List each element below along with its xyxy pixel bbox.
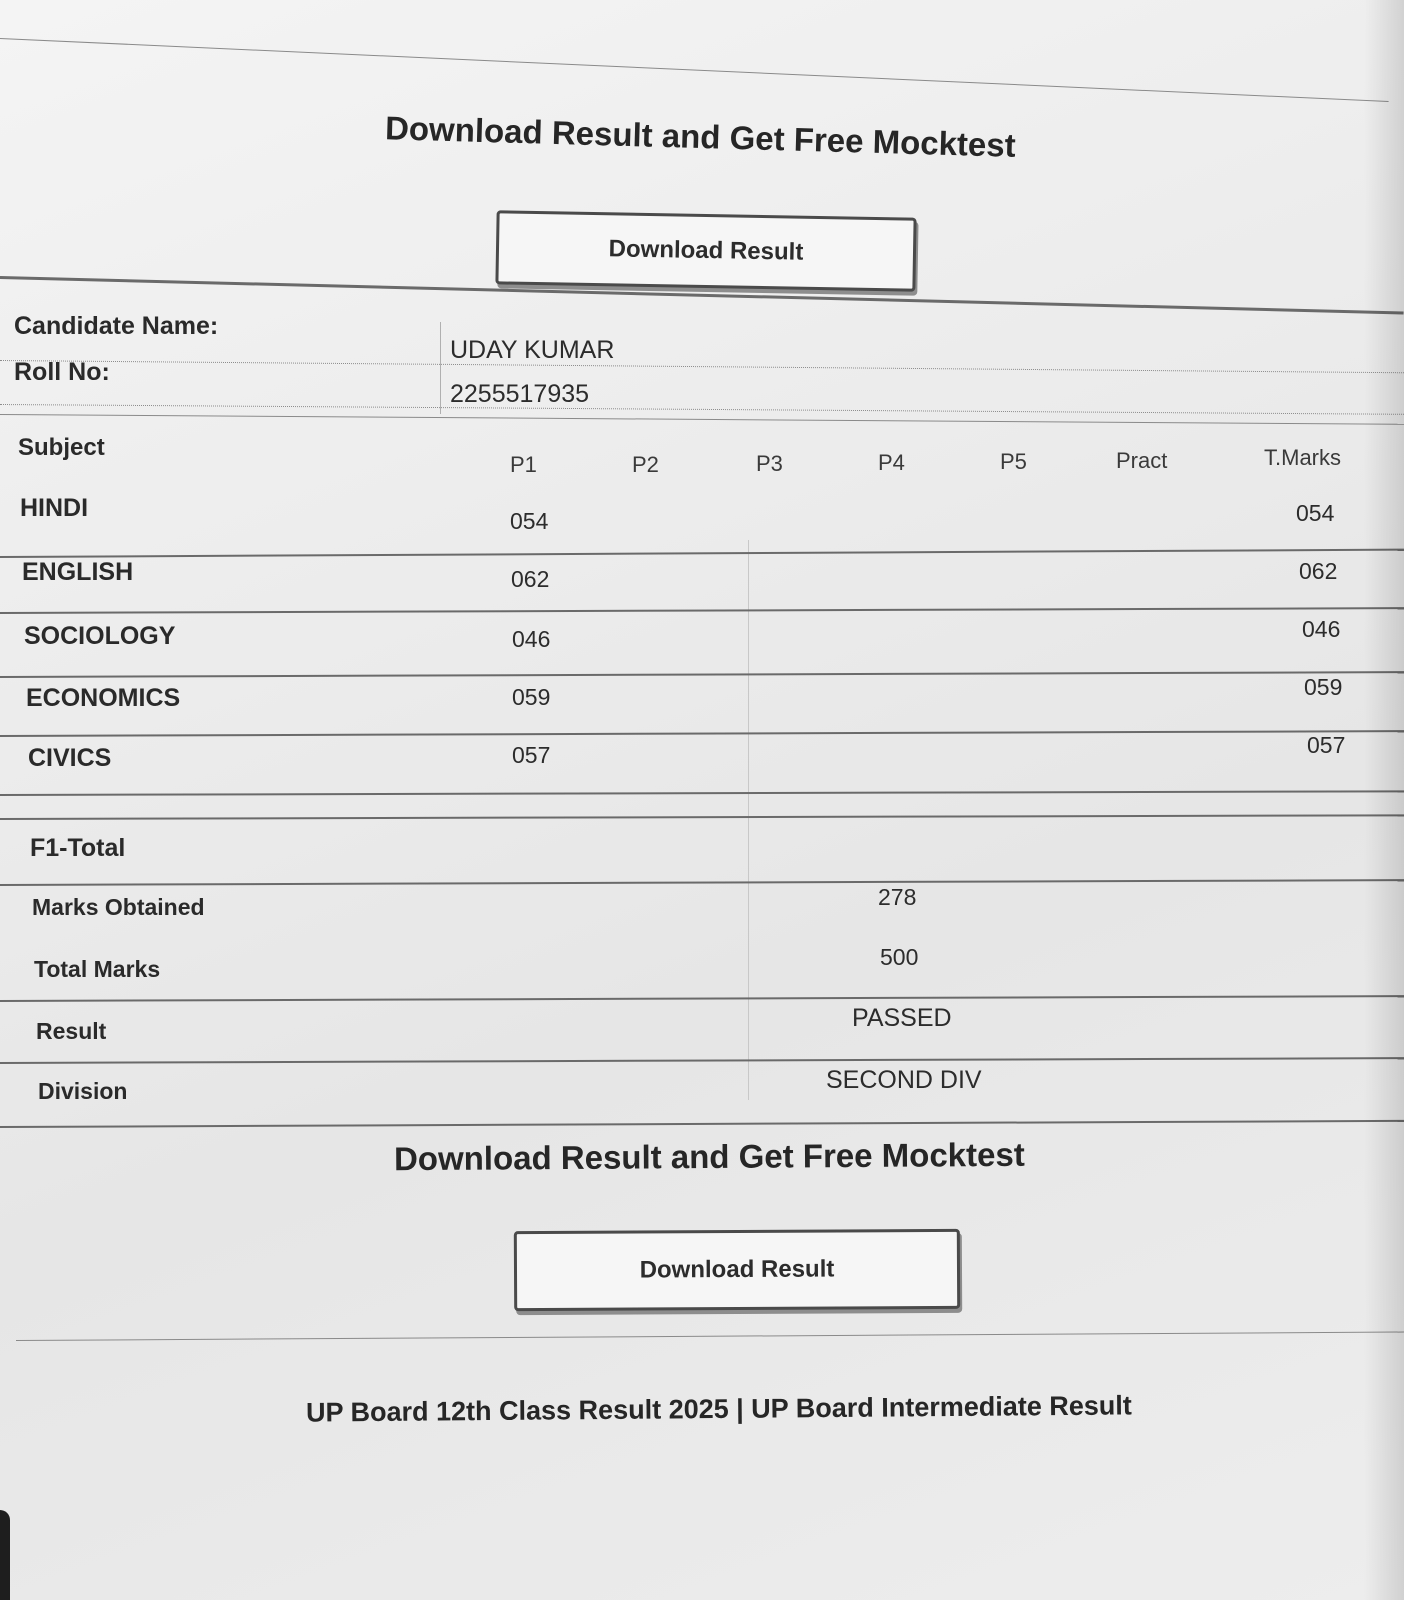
- f1-total-label: F1-Total: [30, 834, 126, 862]
- candidate-divider-line: [0, 360, 1404, 373]
- summary-row-line: [0, 879, 1404, 886]
- top-border-line: [0, 38, 1389, 102]
- page-shadow: [1364, 0, 1404, 1600]
- download-result-button-bottom[interactable]: Download Result: [514, 1229, 960, 1311]
- column-header-pract: Pract: [1116, 448, 1168, 473]
- table-row-line: [0, 730, 1404, 737]
- column-header-p5: P5: [1000, 449, 1027, 474]
- total-marks-value: 500: [880, 944, 919, 970]
- table-row-line: [0, 607, 1404, 614]
- candidate-name-label: Candidate Name:: [14, 312, 219, 340]
- subject-total-marks: 054: [1296, 500, 1335, 526]
- footer-title: UP Board 12th Class Result 2025 | UP Board Intermediate Result: [305, 1390, 1132, 1428]
- subject-p1-marks: 054: [510, 508, 549, 534]
- column-header-p3: P3: [756, 451, 783, 476]
- candidate-box-bottom-border: [0, 414, 1404, 425]
- subject-p1-marks: 062: [511, 566, 550, 592]
- result-label: Result: [36, 1018, 107, 1044]
- subject-total-marks: 057: [1307, 732, 1346, 758]
- subject-name: HINDI: [20, 494, 89, 522]
- subject-total-marks: 046: [1302, 616, 1341, 642]
- page-corner-shadow: [0, 1510, 10, 1600]
- result-value: PASSED: [852, 1004, 952, 1032]
- bottom-heading: Download Result and Get Free Mocktest: [393, 1135, 1025, 1178]
- summary-row-line: [0, 1057, 1404, 1064]
- candidate-column-divider: [440, 322, 441, 414]
- subject-p1-marks: 057: [512, 742, 551, 768]
- column-header-p1: P1: [510, 452, 537, 477]
- summary-row-line: [0, 995, 1404, 1002]
- footer-divider-line: [16, 1332, 1404, 1341]
- subject-p1-marks: 046: [512, 626, 551, 652]
- marks-obtained-label: Marks Obtained: [32, 894, 205, 920]
- candidate-name-value: UDAY KUMAR: [450, 336, 615, 364]
- column-header-p4: P4: [878, 450, 905, 475]
- table-row-line: [0, 671, 1404, 678]
- division-value: SECOND DIV: [826, 1066, 982, 1094]
- subject-total-marks: 062: [1299, 558, 1338, 584]
- table-row-line: [0, 814, 1404, 820]
- total-marks-label: Total Marks: [34, 956, 161, 982]
- candidate-box-bottom-line: [0, 404, 1404, 415]
- download-result-button-top[interactable]: Download Result: [495, 210, 916, 291]
- table-center-divider: [748, 540, 749, 1100]
- table-row-line: [0, 790, 1404, 796]
- subject-p1-marks: 059: [512, 684, 551, 710]
- column-header-total: T.Marks: [1264, 445, 1341, 470]
- subject-name: CIVICS: [28, 744, 112, 772]
- roll-no-value: 2255517935: [450, 380, 590, 408]
- roll-no-label: Roll No:: [14, 358, 110, 386]
- subject-name: ENGLISH: [22, 558, 134, 586]
- subject-name: SOCIOLOGY: [24, 622, 176, 650]
- summary-bottom-border: [0, 1120, 1404, 1128]
- top-heading: Download Result and Get Free Mocktest: [384, 109, 1017, 164]
- subject-total-marks: 059: [1304, 674, 1343, 700]
- subject-column-header: Subject: [18, 434, 105, 461]
- division-label: Division: [38, 1078, 128, 1104]
- column-header-p2: P2: [632, 452, 659, 477]
- table-row-line: [0, 549, 1404, 558]
- subject-name: ECONOMICS: [26, 684, 181, 712]
- marks-obtained-value: 278: [878, 884, 917, 910]
